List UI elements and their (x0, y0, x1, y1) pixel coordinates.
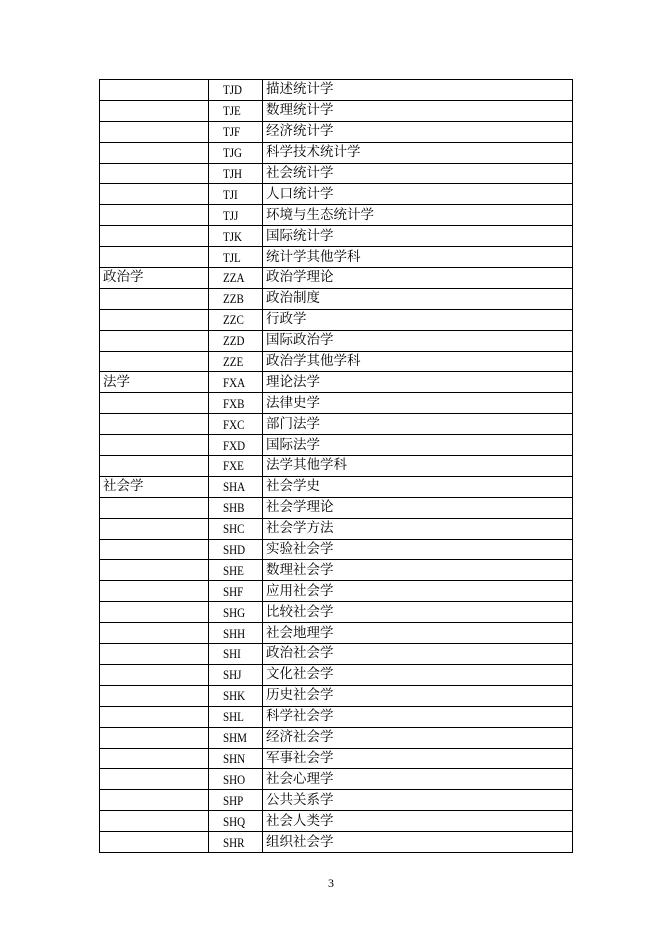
subject-cell (263, 769, 573, 790)
subject-cell (263, 727, 573, 748)
subject-cell (263, 748, 573, 769)
table-row (100, 790, 573, 811)
subject-cell-text: 科学社会学 (266, 708, 334, 725)
subject-cell (263, 518, 573, 539)
subject-cell-text: 国际政治学 (266, 332, 334, 349)
category-cell-text: 社会学 (103, 478, 144, 495)
subject-cell-text: 历史社会学 (266, 687, 334, 704)
category-cell (100, 832, 209, 853)
category-cell (100, 623, 209, 644)
code-cell-text: TJD (223, 82, 243, 98)
code-cell-text: SHF (223, 583, 244, 599)
table-row (100, 748, 573, 769)
table-row (100, 581, 573, 602)
subject-cell-text: 法律史学 (266, 394, 320, 411)
category-cell (100, 351, 209, 372)
code-cell (209, 539, 263, 560)
subject-cell (263, 560, 573, 581)
code-cell (209, 706, 263, 727)
subject-cell (263, 623, 573, 644)
code-cell (209, 727, 263, 748)
subject-cell (263, 414, 573, 435)
subject-cell (263, 268, 573, 289)
subject-cell-text: 统计学其他学科 (266, 248, 361, 265)
code-cell (209, 268, 263, 289)
code-cell (209, 476, 263, 497)
code-cell (209, 330, 263, 351)
subject-cell-text: 实验社会学 (266, 541, 334, 558)
category-cell (100, 205, 209, 226)
subject-cell (263, 226, 573, 247)
code-cell-text: ZZA (223, 270, 245, 286)
code-cell-text: TJI (223, 186, 238, 202)
subject-cell-text: 社会学方法 (266, 520, 334, 537)
table-row (100, 205, 573, 226)
category-cell (100, 790, 209, 811)
subject-cell-text: 社会心理学 (266, 770, 334, 787)
code-cell (209, 664, 263, 685)
table-row (100, 560, 573, 581)
code-cell (209, 497, 263, 518)
subject-cell-text: 政治社会学 (266, 645, 334, 662)
subject-cell-text: 社会人类学 (266, 812, 334, 829)
category-cell (100, 769, 209, 790)
category-cell (100, 727, 209, 748)
code-cell (209, 811, 263, 832)
subject-cell (263, 163, 573, 184)
subject-cell (263, 247, 573, 268)
code-cell-text: SHB (223, 500, 245, 516)
code-cell-text: TJJ (223, 207, 239, 223)
subject-cell-text: 社会学史 (266, 478, 320, 495)
code-cell-text: SHP (223, 792, 244, 808)
subject-cell (263, 539, 573, 560)
code-cell (209, 184, 263, 205)
table-row (100, 80, 573, 101)
code-cell (209, 623, 263, 644)
subject-cell (263, 581, 573, 602)
code-cell (209, 309, 263, 330)
table-row (100, 414, 573, 435)
table-row (100, 664, 573, 685)
code-cell-text: SHO (223, 771, 246, 787)
table-row (100, 518, 573, 539)
code-cell-text: ZZC (223, 312, 244, 328)
code-cell-text: SHK (223, 688, 246, 704)
subject-cell-text: 部门法学 (266, 415, 320, 432)
code-cell-text: ZZE (223, 354, 244, 370)
code-cell (209, 226, 263, 247)
subject-cell-text: 组织社会学 (266, 833, 334, 850)
code-cell (209, 602, 263, 623)
code-cell-text: SHC (223, 521, 245, 537)
code-cell (209, 769, 263, 790)
subject-cell (263, 456, 573, 477)
code-cell-text: SHD (223, 542, 246, 558)
subject-cell-text: 法学其他学科 (266, 457, 347, 474)
code-cell (209, 560, 263, 581)
code-cell-text: SHM (223, 730, 247, 746)
subject-cell-text: 国际法学 (266, 436, 320, 453)
subject-cell (263, 184, 573, 205)
subject-cell (263, 309, 573, 330)
subject-cell (263, 790, 573, 811)
code-cell (209, 80, 263, 101)
code-cell (209, 142, 263, 163)
category-cell (100, 80, 209, 101)
category-cell (100, 602, 209, 623)
category-cell (100, 330, 209, 351)
code-cell-text: SHJ (223, 667, 242, 683)
table-row (100, 727, 573, 748)
table-row (100, 769, 573, 790)
category-cell (100, 456, 209, 477)
table-row (100, 163, 573, 184)
table-row (100, 288, 573, 309)
category-cell-text: 法学 (103, 373, 130, 390)
page-number: 3 (328, 876, 334, 890)
code-cell-text: SHQ (223, 813, 246, 829)
category-cell (100, 664, 209, 685)
code-cell (209, 581, 263, 602)
code-cell-text: FXD (223, 437, 246, 453)
code-cell (209, 748, 263, 769)
category-cell (100, 142, 209, 163)
subject-cell (263, 372, 573, 393)
subject-cell-text: 经济社会学 (266, 729, 334, 746)
table-row (100, 811, 573, 832)
subject-cell (263, 142, 573, 163)
table-row (100, 121, 573, 142)
category-cell (100, 748, 209, 769)
code-cell-text: SHI (223, 646, 241, 662)
code-cell (209, 288, 263, 309)
subject-cell (263, 288, 573, 309)
subject-cell (263, 80, 573, 101)
code-cell-text: SHL (223, 709, 244, 725)
subject-cell-text: 比较社会学 (266, 603, 334, 620)
table-row (100, 539, 573, 560)
table-row (100, 497, 573, 518)
subject-cell (263, 121, 573, 142)
code-cell (209, 832, 263, 853)
subject-cell (263, 602, 573, 623)
subject-cell (263, 832, 573, 853)
code-cell-text: TJK (223, 228, 243, 244)
code-cell (209, 393, 263, 414)
code-cell (209, 644, 263, 665)
table-row (100, 685, 573, 706)
subject-cell-text: 政治学其他学科 (266, 353, 361, 370)
category-cell (100, 560, 209, 581)
subject-cell-text: 描述统计学 (266, 81, 334, 98)
subject-cell (263, 393, 573, 414)
category-cell (100, 309, 209, 330)
subject-cell-text: 应用社会学 (266, 582, 334, 599)
table-row (100, 476, 573, 497)
table-row (100, 623, 573, 644)
code-cell (209, 100, 263, 121)
subject-cell-text: 数理统计学 (266, 102, 334, 119)
table-row (100, 644, 573, 665)
subject-cell-text: 理论法学 (266, 373, 320, 390)
code-cell-text: ZZD (223, 333, 245, 349)
category-cell (100, 247, 209, 268)
code-cell-text: FXC (223, 416, 245, 432)
table-row (100, 706, 573, 727)
subject-cell-text: 政治学理论 (266, 269, 334, 286)
category-cell (100, 644, 209, 665)
subject-cell-text: 军事社会学 (266, 749, 334, 766)
table-row (100, 393, 573, 414)
code-cell-text: TJF (223, 124, 241, 140)
subject-cell (263, 811, 573, 832)
code-cell-text: SHN (223, 750, 246, 766)
table-row (100, 832, 573, 853)
table-row (100, 309, 573, 330)
table-row (100, 456, 573, 477)
category-cell (100, 121, 209, 142)
category-cell (100, 226, 209, 247)
table-body (100, 80, 573, 853)
code-cell (209, 247, 263, 268)
subject-cell (263, 330, 573, 351)
code-cell (209, 205, 263, 226)
subject-cell (263, 644, 573, 665)
category-cell (100, 476, 209, 497)
subject-cell-text: 环境与生态统计学 (266, 206, 374, 223)
subject-cell-text: 数理社会学 (266, 561, 334, 578)
subject-cell (263, 497, 573, 518)
code-cell (209, 435, 263, 456)
table-row (100, 247, 573, 268)
category-cell (100, 100, 209, 121)
category-cell (100, 497, 209, 518)
code-cell-text: ZZB (223, 291, 244, 307)
category-cell (100, 393, 209, 414)
subject-cell-text: 国际统计学 (266, 227, 334, 244)
code-cell-text: TJL (223, 249, 241, 265)
subject-cell (263, 205, 573, 226)
code-cell-text: TJH (223, 166, 243, 181)
subject-cell-text: 社会统计学 (266, 165, 334, 181)
category-cell (100, 706, 209, 727)
code-cell (209, 351, 263, 372)
table-row (100, 435, 573, 456)
table-row (100, 351, 573, 372)
code-cell-text: TJE (223, 103, 241, 119)
category-cell (100, 184, 209, 205)
subject-cell (263, 351, 573, 372)
code-cell-text: TJG (223, 145, 243, 161)
table-row (100, 372, 573, 393)
code-cell (209, 414, 263, 435)
discipline-code-table (99, 79, 573, 853)
code-cell-text: SHH (223, 625, 246, 641)
category-cell-text: 政治学 (103, 269, 144, 286)
table-row (100, 100, 573, 121)
subject-cell-text: 经济统计学 (266, 123, 334, 140)
code-cell-text: FXE (223, 458, 244, 474)
code-cell (209, 456, 263, 477)
table-row (100, 602, 573, 623)
subject-cell-text: 文化社会学 (266, 666, 334, 683)
subject-cell (263, 476, 573, 497)
category-cell (100, 811, 209, 832)
subject-cell-text: 社会学理论 (266, 499, 334, 516)
subject-cell-text: 政治制度 (266, 290, 320, 307)
category-cell (100, 268, 209, 289)
subject-cell (263, 706, 573, 727)
table-row (100, 226, 573, 247)
category-cell (100, 581, 209, 602)
code-cell-text: SHG (223, 604, 246, 620)
table-row (100, 184, 573, 205)
code-cell (209, 372, 263, 393)
category-cell (100, 372, 209, 393)
code-cell (209, 685, 263, 706)
code-cell (209, 121, 263, 142)
category-cell (100, 518, 209, 539)
category-cell (100, 163, 209, 184)
subject-cell (263, 664, 573, 685)
category-cell (100, 414, 209, 435)
subject-cell-text: 科学技术统计学 (266, 144, 361, 161)
subject-cell-text: 行政学 (266, 311, 307, 328)
code-cell-text: FXB (223, 395, 245, 411)
code-cell (209, 790, 263, 811)
category-cell (100, 685, 209, 706)
subject-cell-text: 公共关系学 (266, 791, 334, 808)
table-row (100, 142, 573, 163)
code-cell-text: FXA (223, 374, 246, 390)
subject-cell-text: 人口统计学 (266, 185, 334, 202)
category-cell (100, 288, 209, 309)
subject-cell (263, 100, 573, 121)
code-cell-text: SHR (223, 834, 245, 850)
code-cell-text: SHE (223, 562, 244, 578)
subject-cell-text: 社会地理学 (266, 624, 334, 641)
code-cell (209, 518, 263, 539)
subject-cell (263, 685, 573, 706)
subject-cell (263, 435, 573, 456)
table-row (100, 268, 573, 289)
code-cell (209, 163, 263, 184)
code-cell-text: SHA (223, 479, 246, 495)
table-row (100, 330, 573, 351)
category-cell (100, 435, 209, 456)
category-cell (100, 539, 209, 560)
